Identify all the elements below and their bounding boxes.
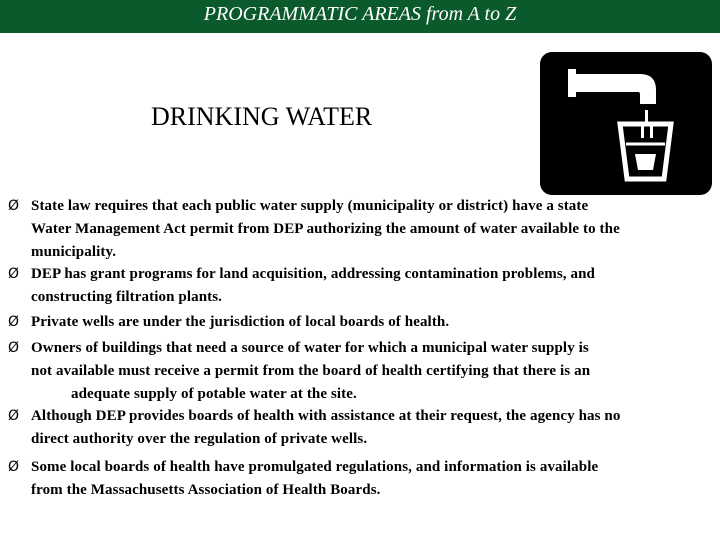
bullet-text-line: constructing filtration plants. — [31, 289, 223, 305]
bullet-arrow-icon: Ø — [8, 266, 20, 282]
bullet-text-line: not available must receive a permit from the board of health certifying that there is an — [31, 363, 591, 379]
bullet-text-line: Although DEP provides boards of health with assistance at their request, the agency has no — [31, 408, 621, 424]
bullet-arrow-icon: Ø — [8, 408, 20, 424]
bullet-text-line: DEP has grant programs for land acquisition, addressing contamination problems, and — [31, 266, 595, 282]
bullet-text-line: State law requires that each public water supply (municipality or district) have a state — [31, 198, 589, 214]
bullet-arrow-icon: Ø — [8, 459, 20, 475]
bullet-arrow-icon: Ø — [8, 314, 20, 330]
bullet-text-line: adequate supply of potable water at the site. — [71, 386, 357, 402]
bullet-text-line: Some local boards of health have promulgated regulations, and information is available — [31, 459, 599, 475]
bullet-text-line: direct authority over the regulation of private wells. — [31, 431, 368, 447]
bullet-text-line: from the Massachusetts Association of Health Boards. — [31, 482, 381, 498]
water-faucet-glass-icon — [540, 52, 712, 195]
header-title: PROGRAMMATIC AREAS from A to Z — [203, 3, 517, 25]
header-bar — [0, 0, 720, 33]
bullet-text-line: Water Management Act permit from DEP authorizing the amount of water available to the — [31, 221, 620, 237]
bullet-text-line: municipality. — [31, 244, 117, 260]
bullet-text-line: Owners of buildings that need a source of water for which a municipal water supply is — [31, 340, 589, 356]
bullet-text-line: Private wells are under the jurisdiction of local boards of health. — [31, 314, 450, 330]
bullet-arrow-icon: Ø — [8, 198, 20, 214]
bullet-arrow-icon: Ø — [8, 340, 20, 356]
slide-title: DRINKING WATER — [151, 102, 373, 131]
